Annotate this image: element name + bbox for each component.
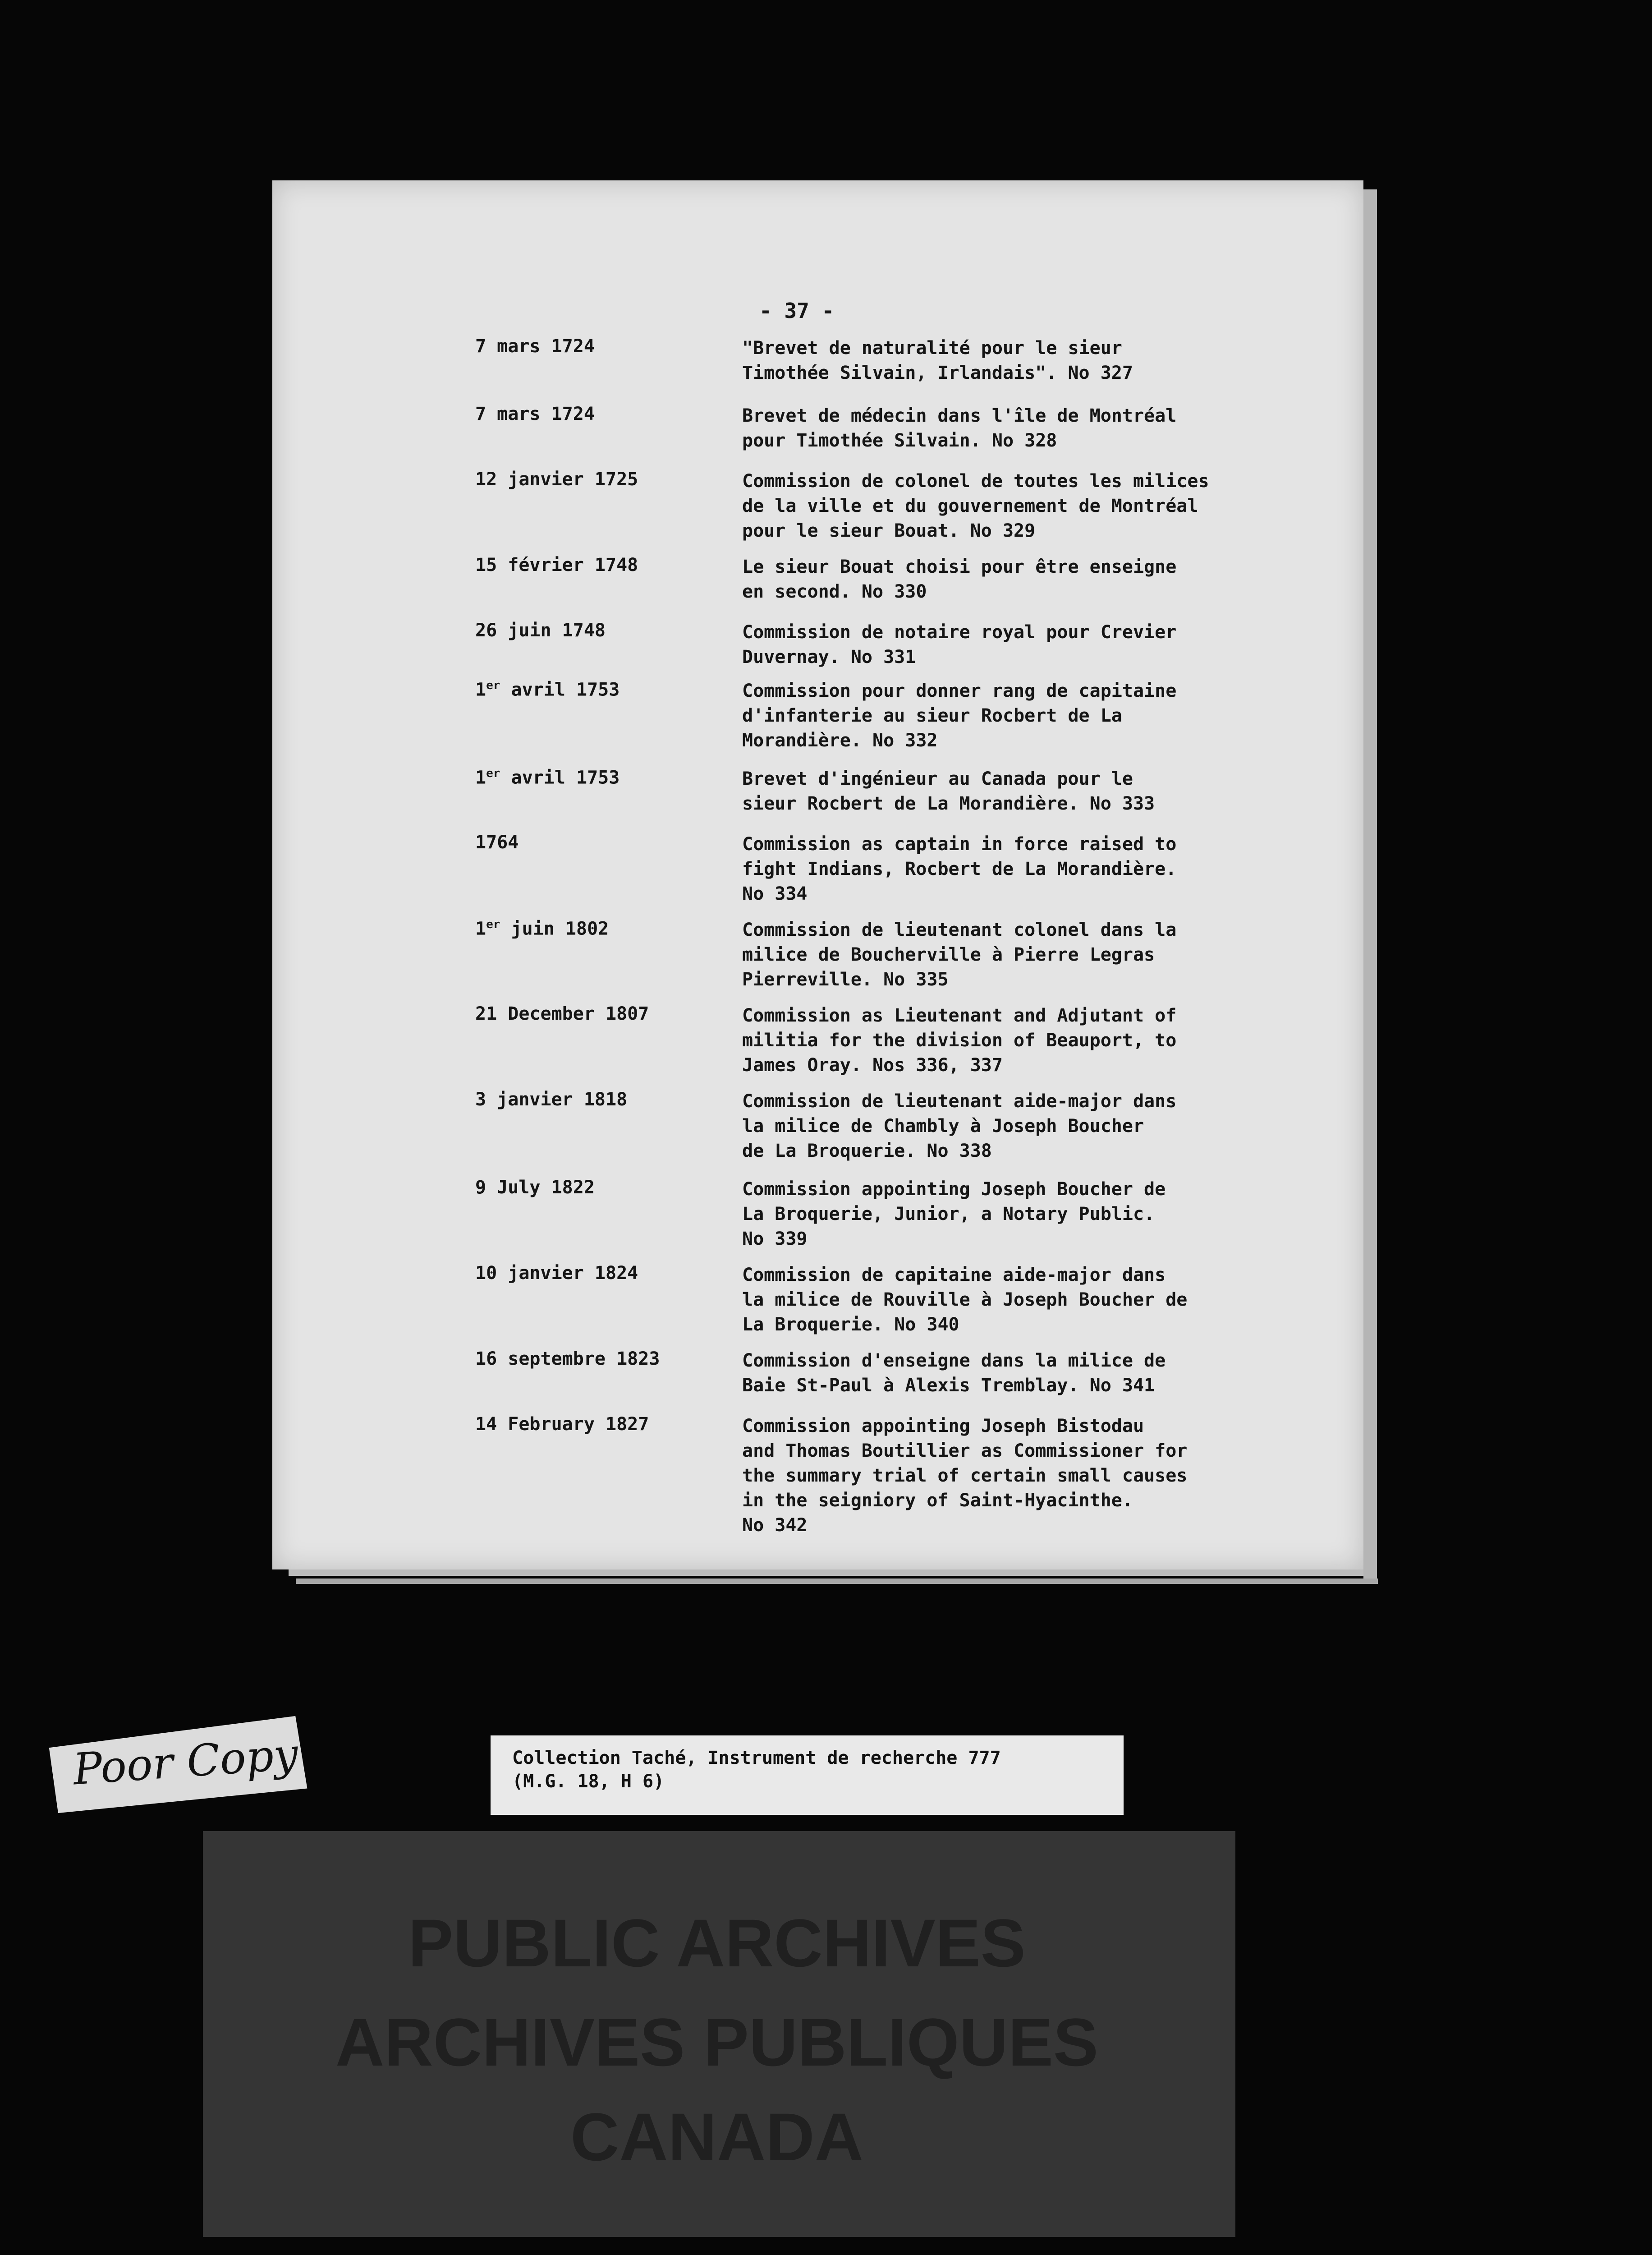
entry-description: Commission de colonel de toutes les milices de la ville et du gouvernement de Montréal pour le sieur Bouat. No 329 xyxy=(742,471,1209,541)
collection-label xyxy=(491,1735,1124,1815)
entry-description: Commission de lieutenant aide-major dans la milice de Chambly à Joseph Boucher de La Broquerie. No 338 xyxy=(742,1091,1177,1161)
entry-date xyxy=(475,679,620,700)
entry-date-prefix: 1 xyxy=(475,767,486,788)
entry-description: Commission as captain in force raised to fight Indians, Rocbert de La Morandière. No 334 xyxy=(742,834,1177,904)
entry-description: "Brevet de naturalité pour le sieur Timothée Silvain, Irlandais". No 327 xyxy=(742,338,1133,383)
document-page xyxy=(272,180,1363,1569)
poor-copy-stamp-text: Poor Copy xyxy=(71,1728,300,1795)
entry-description: Commission appointing Joseph Boucher de La Broquerie, Junior, a Notary Public. No 339 xyxy=(742,1179,1166,1249)
entry-date: 7 mars 1724 xyxy=(475,336,595,357)
entry-date: 12 janvier 1725 xyxy=(475,469,638,490)
paper-stack-edge xyxy=(296,1578,1378,1584)
entry-date: 15 février 1748 xyxy=(475,555,638,575)
collection-label-line2: (M.G. 18, H 6) xyxy=(512,1771,665,1792)
entry-date: 9 July 1822 xyxy=(475,1177,595,1198)
entry-date-prefix: 1 xyxy=(475,918,486,939)
entry-date: 26 juin 1748 xyxy=(475,620,606,641)
paper-stack-edge xyxy=(289,1569,1375,1576)
archives-stamp-block xyxy=(203,1831,1235,2237)
page-number: - 37 - xyxy=(759,299,835,323)
entry-description: Le sieur Bouat choisi pour être enseigne en second. No 330 xyxy=(742,557,1177,602)
entry-date: 21 December 1807 xyxy=(475,1003,649,1024)
entry-date-superscript: er xyxy=(486,918,500,931)
entry-date xyxy=(475,767,620,788)
collection-label-line1: Collection Taché, Instrument de recherche 777 xyxy=(512,1748,1001,1768)
entry-date-superscript: er xyxy=(486,767,500,780)
archives-line-1: PUBLIC ARCHIVES xyxy=(408,1905,1026,1981)
entry-description: Commission appointing Joseph Bistodau and Thomas Boutillier as Commissioner for the summary trial of certain small causes in the seigniory of Saint-Hyacinthe. No 342 xyxy=(742,1416,1188,1536)
entry-date-rest: avril 1753 xyxy=(500,679,620,700)
entry-description: Commission de notaire royal pour Crevier Duvernay. No 331 xyxy=(742,622,1177,667)
entry-description: Brevet d'ingénieur au Canada pour le sieur Rocbert de La Morandière. No 333 xyxy=(742,769,1155,814)
poor-copy-stamp-graphic xyxy=(43,1712,310,1816)
entry-description: Commission pour donner rang de capitaine d'infanterie au sieur Rocbert de La Morandière. No 332 xyxy=(742,681,1177,751)
entry-date-superscript: er xyxy=(486,679,500,692)
entry-date: 1764 xyxy=(475,832,519,853)
entry-date xyxy=(475,918,609,939)
paper-stack-edge xyxy=(1363,189,1377,1578)
archives-line-2: ARCHIVES PUBLIQUES xyxy=(335,2004,1098,2080)
entry-description: Commission de capitaine aide-major dans la milice de Rouville à Joseph Boucher de La Broquerie. No 340 xyxy=(742,1265,1188,1335)
entry-description: Commission as Lieutenant and Adjutant of militia for the division of Beauport, to James Oray. Nos 336, 337 xyxy=(742,1005,1177,1076)
collection-label-text xyxy=(512,1746,1001,1793)
archives-line-3: CANADA xyxy=(570,2099,863,2175)
entry-date-rest: juin 1802 xyxy=(500,918,609,939)
entry-date: 16 septembre 1823 xyxy=(475,1348,660,1369)
entry-date: 7 mars 1724 xyxy=(475,404,595,424)
entry-date-rest: avril 1753 xyxy=(500,767,620,788)
poor-copy-stamp xyxy=(43,1712,310,1816)
entry-description: Brevet de médecin dans l'île de Montréal pour Timothée Silvain. No 328 xyxy=(742,405,1177,451)
entry-description: Commission de lieutenant colonel dans la milice de Boucherville à Pierre Legras Pierreville. No 335 xyxy=(742,920,1177,990)
entry-date: 14 February 1827 xyxy=(475,1414,649,1435)
entry-date-prefix: 1 xyxy=(475,679,486,700)
entry-date: 3 janvier 1818 xyxy=(475,1089,628,1110)
archives-stamp-graphic xyxy=(203,1831,1235,2237)
entry-description: Commission d'enseigne dans la milice de Baie St-Paul à Alexis Tremblay. No 341 xyxy=(742,1350,1166,1396)
entry-date: 10 janvier 1824 xyxy=(475,1263,638,1284)
